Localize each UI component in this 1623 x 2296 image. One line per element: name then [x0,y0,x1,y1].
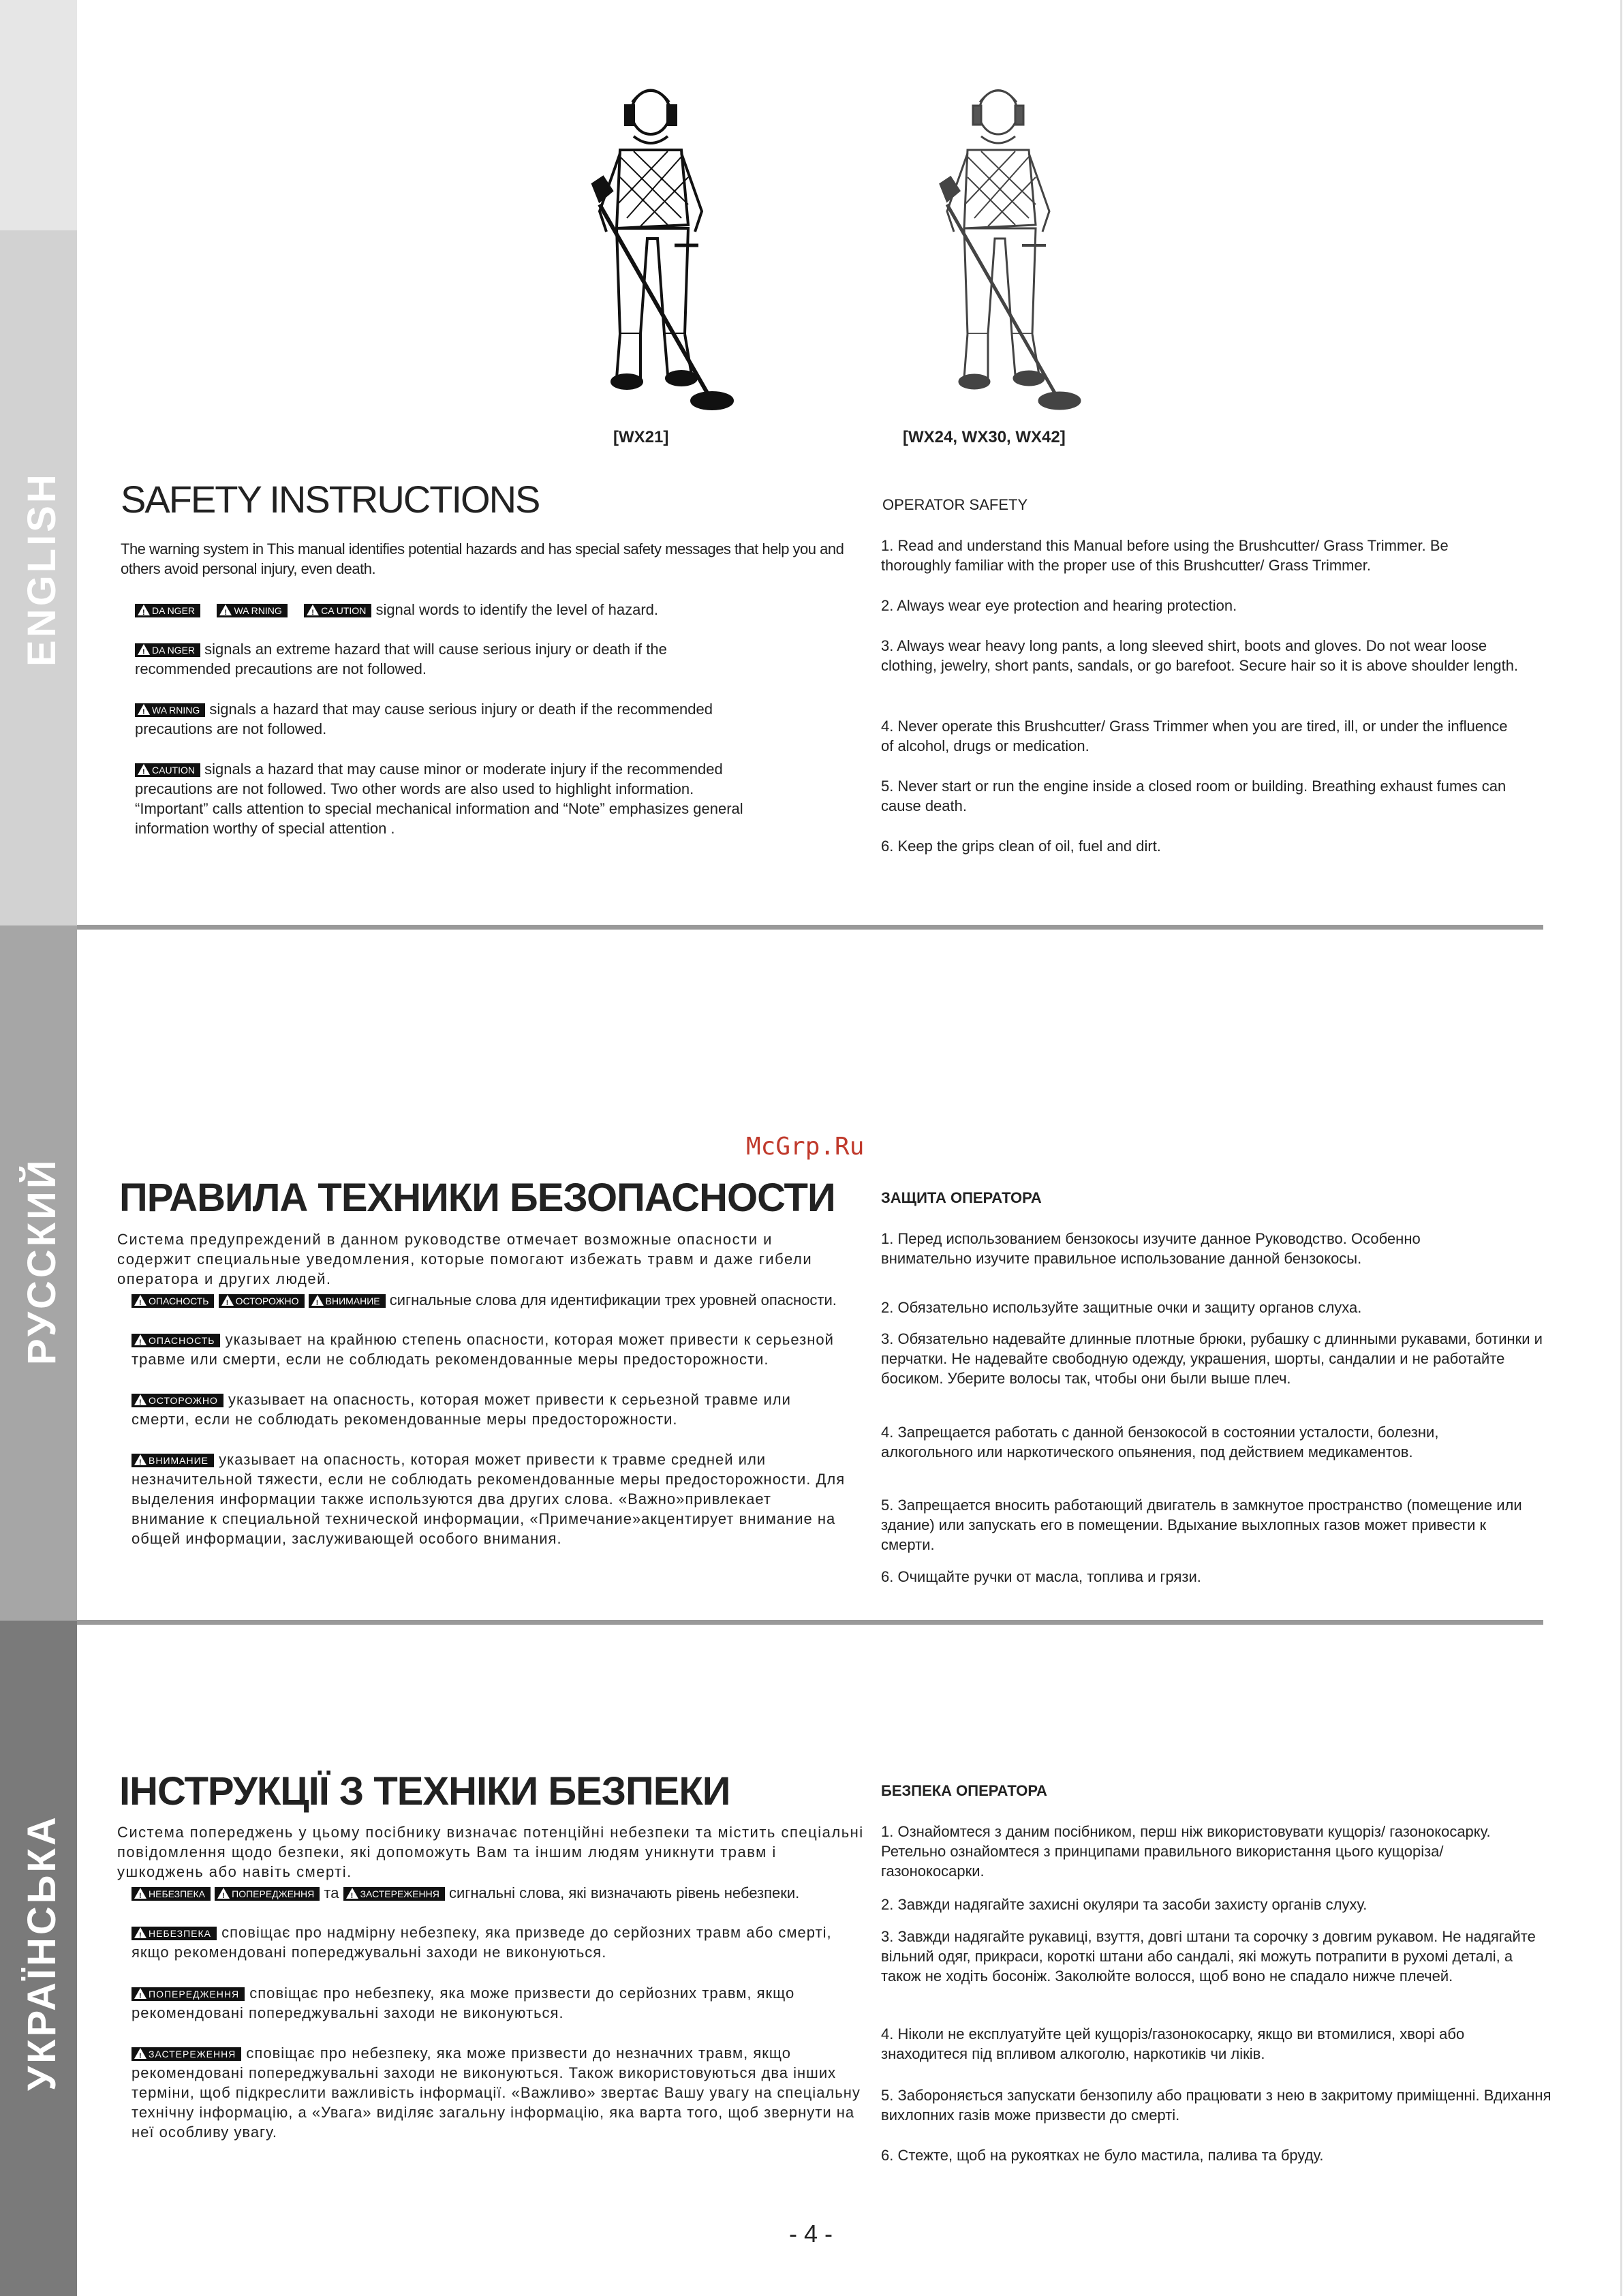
ukrainian-signal-words-text: сигнальні слова, які визначають рівень небезпеки. [449,1884,800,1901]
caution-badge: !ВНИМАНИЕ [132,1454,214,1467]
warning-badge: ! ПОПЕРЕДЖЕННЯ [215,1887,320,1901]
warning-triangle-icon [217,1888,230,1899]
english-intro: The warning system in This manual identifies potential hazards and has special safety messages that help you and others avoid personal injury, even death. [121,540,844,577]
list-item: 6. Стежте, щоб на рукоятках не було мастила, палива та бруду. [881,2147,1324,2164]
list-item: 6. Очищайте ручки от масла, топлива и грязи. [881,1568,1201,1585]
warning-badge: !ОСТОРОЖНО [132,1394,223,1407]
list-item: 3. Завжди надягайте рукавиці, взуття, довгі штани та сорочку з довгим рукавом. Не надягайте вільний одяг, прикраси, короткі штани або сандалі, які можуть потрапити в рухомі деталі, а також не ходіть босоніж. Заколюйте волосся, щоб воно не спадало нижче плечей. [881,1928,1536,1985]
english-danger-text: signals an extreme hazard that will cause serious injury or death if the recommended precautions are not followed. [135,641,667,677]
english-caution-def [135,759,762,838]
russian-warning-def [132,1390,840,1429]
trimmer-operator-illustration-light [899,75,1090,429]
warning-triangle-icon [134,1454,146,1465]
ukrainian-warning-text: сповіщає про небезпеку, яка може призвести до серйозних травм, якщо рекомендовані попереджувальні заходи не виконуються. [132,1985,795,2021]
warning-badge: ! WA RNING [217,604,287,617]
trimmer-operator-illustration [552,75,743,429]
side-tab-label: УКРАЇНСЬКА [20,1814,64,2091]
ukrainian-signal-words-row [132,1883,847,1903]
warning-triangle-icon [138,704,150,715]
warning-triangle-icon [134,2048,146,2059]
ukrainian-operator-title: БЕЗПЕКА ОПЕРАТОРА [881,1782,1047,1799]
ukrainian-title: ІНСТРУКЦІЇ З ТЕХНІКИ БЕЗПЕКИ [119,1769,730,1813]
page-edge-rule [1620,0,1622,2296]
english-danger-def [135,639,762,679]
list-item: 6. Keep the grips clean of oil, fuel and dirt. [881,838,1161,855]
ukrainian-danger-text: сповіщає про надмірну небезпеку, яка призведе до серйозних травм або смерті, якщо рекомендовані попереджувальні заходи не виконуються. [132,1924,832,1961]
list-item: 2. Обязательно используйте защитные очки и защиту органов слуха. [881,1299,1362,1316]
warning-triangle-icon [307,604,319,615]
caution-badge: ! ЗАСТЕРЕЖЕННЯ [343,1887,445,1901]
russian-danger-text: указывает на крайнюю степень опасности, которая может привести к серьезной травме или смерти, если не соблюдать рекомендованные меры предосторожности. [132,1331,834,1368]
warning-badge: !ПОПЕРЕДЖЕННЯ [132,1987,245,2001]
warning-triangle-icon [134,1394,146,1405]
english-warning-def [135,699,762,739]
warning-triangle-icon [138,644,150,655]
russian-intro: Система предупреждений в данном руководстве отмечает возможные опасности и содержит специальные уведомления, которые помогают избежать травм и даже гибели оператора и других людей. [117,1231,813,1287]
russian-signal-words-row [132,1290,847,1310]
list-item: 1. Read and understand this Manual before using the Brushcutter/ Grass Trimmer. Be thoroughly familiar with the proper use of this Brushcutter/ Grass Trimmer. [881,537,1449,574]
warning-triangle-icon [134,1888,146,1899]
russian-caution-def [132,1450,847,1548]
side-tab-top [0,0,77,230]
warning-badge: ! ОСТОРОЖНО [219,1294,305,1308]
english-title: SAFETY INSTRUCTIONS [121,478,540,521]
figure-caption-wx21: [WX21] [613,428,669,446]
list-item: 5. Never start or run the engine inside a closed room or building. Breathing exhaust fumes can cause death. [881,778,1506,814]
list-item: 1. Перед использованием бензокосы изучите данное Руководство. Особенно внимательно изучите правильное использование данной бензокосы. [881,1230,1421,1267]
english-operator-title: OPERATOR SAFETY [882,496,1028,513]
caution-badge: ! CA UTION [304,604,371,617]
danger-badge: !ОПАСНОСТЬ [132,1294,214,1308]
warning-triangle-icon [346,1888,358,1899]
english-signal-words-row [135,600,850,619]
warning-triangle-icon [219,604,232,615]
russian-danger-def [132,1330,840,1369]
side-tab-english [0,230,77,925]
side-tab-label: ENGLISH [20,472,64,667]
operator-figure-wx21 [552,75,743,429]
side-tab-label: РУССКИЙ [20,1157,64,1365]
warning-triangle-icon [221,1295,234,1306]
danger-badge: !НЕБЕЗПЕКА [132,1927,217,1940]
warning-triangle-icon [311,1295,324,1306]
english-caution-text: signals a hazard that may cause minor or moderate injury if the recommended precautions are not followed. Two other words are also used to highlight information. “Important” calls attention to special mechanical information and “Note” emphasizes general information worthy of special attention . [135,761,743,837]
caution-badge: !ЗАСТЕРЕЖЕННЯ [132,2047,241,2061]
watermark: McGrp.Ru [746,1133,865,1161]
warning-triangle-icon [134,1295,146,1306]
list-item: 5. Забороняється запускати бензопилу або працювати з нею в закритому приміщенні. Вдихання вихлопних газів може призвести до смерті. [881,2087,1551,2124]
list-item: 1. Ознайомтеся з даним посібником, перш ніж використовувати кущоріз/ газонокосарку. Ретельно ознайомтеся з принципами правильного використання цього кущоріза/газонокосарки. [881,1823,1491,1880]
warning-badge: !WA RNING [135,703,205,717]
page-number: - 4 - [789,2220,833,2248]
list-item: 3. Обязательно надевайте длинные плотные брюки, рубашку с длинными рукавами, ботинки и перчатки. Не надевайте свободную одежду, украшения, шорты, сандалии и не работайте босиком. Уберите волосы так, чтобы они были выше плеч. [881,1330,1543,1387]
danger-badge: !ОПАСНОСТЬ [132,1334,220,1347]
side-tab-ukrainian [0,1621,77,2296]
russian-signal-words-text: сигнальные слова для идентификации трех уровней опасности. [389,1291,837,1308]
section-divider [77,1620,1543,1625]
danger-badge: !DA NGER [135,604,200,617]
list-item: 4. Ніколи не експлуатуйте цей кущоріз/газонокосарку, якщо ви втомилися, хворі або знаходитеся під впливом алкоголю, наркотиків чи ліків. [881,2025,1465,2062]
warning-triangle-icon [138,604,150,615]
russian-title: ПРАВИЛА ТЕХНИКИ БЕЗОПАСНОСТИ [119,1176,835,1220]
figure-caption-wx24: [WX24, WX30, WX42] [903,428,1066,446]
list-item: 5. Запрещается вносить работающий двигатель в замкнутое пространство (помещение или здание) или запускать его в помещении. Вдыхание выхлопных газов может привести к смерти. [881,1497,1522,1553]
russian-warning-text: указывает на опасность, которая может привести к серьезной травме или смерти, если не соблюдать рекомендованные меры предосторожности. [132,1391,791,1428]
danger-badge: !НЕБЕЗПЕКА [132,1887,211,1901]
ukrainian-warning-def [132,1983,861,2023]
english-signal-words-text: signal words to identify the level of hazard. [375,601,658,618]
warning-triangle-icon [134,1927,146,1938]
list-item: 4. Запрещается работать с данной бензокосой в состоянии усталости, болезни, алкогольного или наркотического опьянения, под действием медикаментов. [881,1424,1439,1460]
list-item: 2. Завжди надягайте захисні окуляри та засоби захисту органів слуху. [881,1896,1367,1913]
warning-triangle-icon [134,1334,146,1345]
russian-caution-text: указывает на опасность, которая может привести к травме средней или незначительной тяжести, если не соблюдать рекомендованные меры предосторожности. Для выделения информации также используются два других слова. «Важно»привлекает внимание к специальной технической информации, «Примечание»акцентирует внимание на общей информации, заслуживающей особого внимания. [132,1451,846,1547]
ukrainian-caution-def [132,2043,861,2142]
warning-triangle-icon [134,1988,146,1999]
list-item: 2. Always wear eye protection and hearing protection. [881,597,1237,614]
caution-badge: ! ВНИМАНИЕ [309,1294,386,1308]
danger-badge: !DA NGER [135,643,200,657]
warning-triangle-icon [138,764,150,775]
ukrainian-caution-text: сповіщає про небезпеку, яка може призвести до незначних травм, якщо рекомендовані попереджувальні заходи не виконуються. Також використовуються два інших терміни, щоб підкреслити важливість інформації. «Важливо» звертає Вашу увагу на спеціальну технічну інформацію, а «Увага» виділяє загальну інформацію, яка варта того, щоб звернути на неї особливу увагу. [132,2045,861,2141]
section-divider [77,925,1543,930]
list-item: 3. Always wear heavy long pants, a long sleeved shirt, boots and gloves. Do not wear loose clothing, jewelry, short pants, sandals, or go barefoot. Secure hair so it is above shoulder length. [881,637,1519,674]
ukrainian-intro: Система попереджень у цьому посібнику визначає потенційні небезпеки та містить спеціальні повідомлення щодо безпеки, які допоможуть Вам та іншим людям уникнути травм і ушкоджень або навіть смерті. [117,1824,864,1880]
english-warning-text: signals a hazard that may cause serious injury or death if the recommended precautions are not followed. [135,701,713,737]
ukrainian-danger-def [132,1923,861,1962]
russian-operator-title: ЗАЩИТА ОПЕРАТОРА [881,1189,1042,1206]
list-item: 4. Never operate this Brushcutter/ Grass Trimmer when you are tired, ill, or under the influence of alcohol, drugs or medication. [881,718,1508,754]
ukrainian-conjunction: та [324,1884,339,1901]
caution-badge: !CAUTION [135,763,200,777]
operator-figure-wx24 [899,75,1090,429]
side-tab-russian [0,925,77,1621]
